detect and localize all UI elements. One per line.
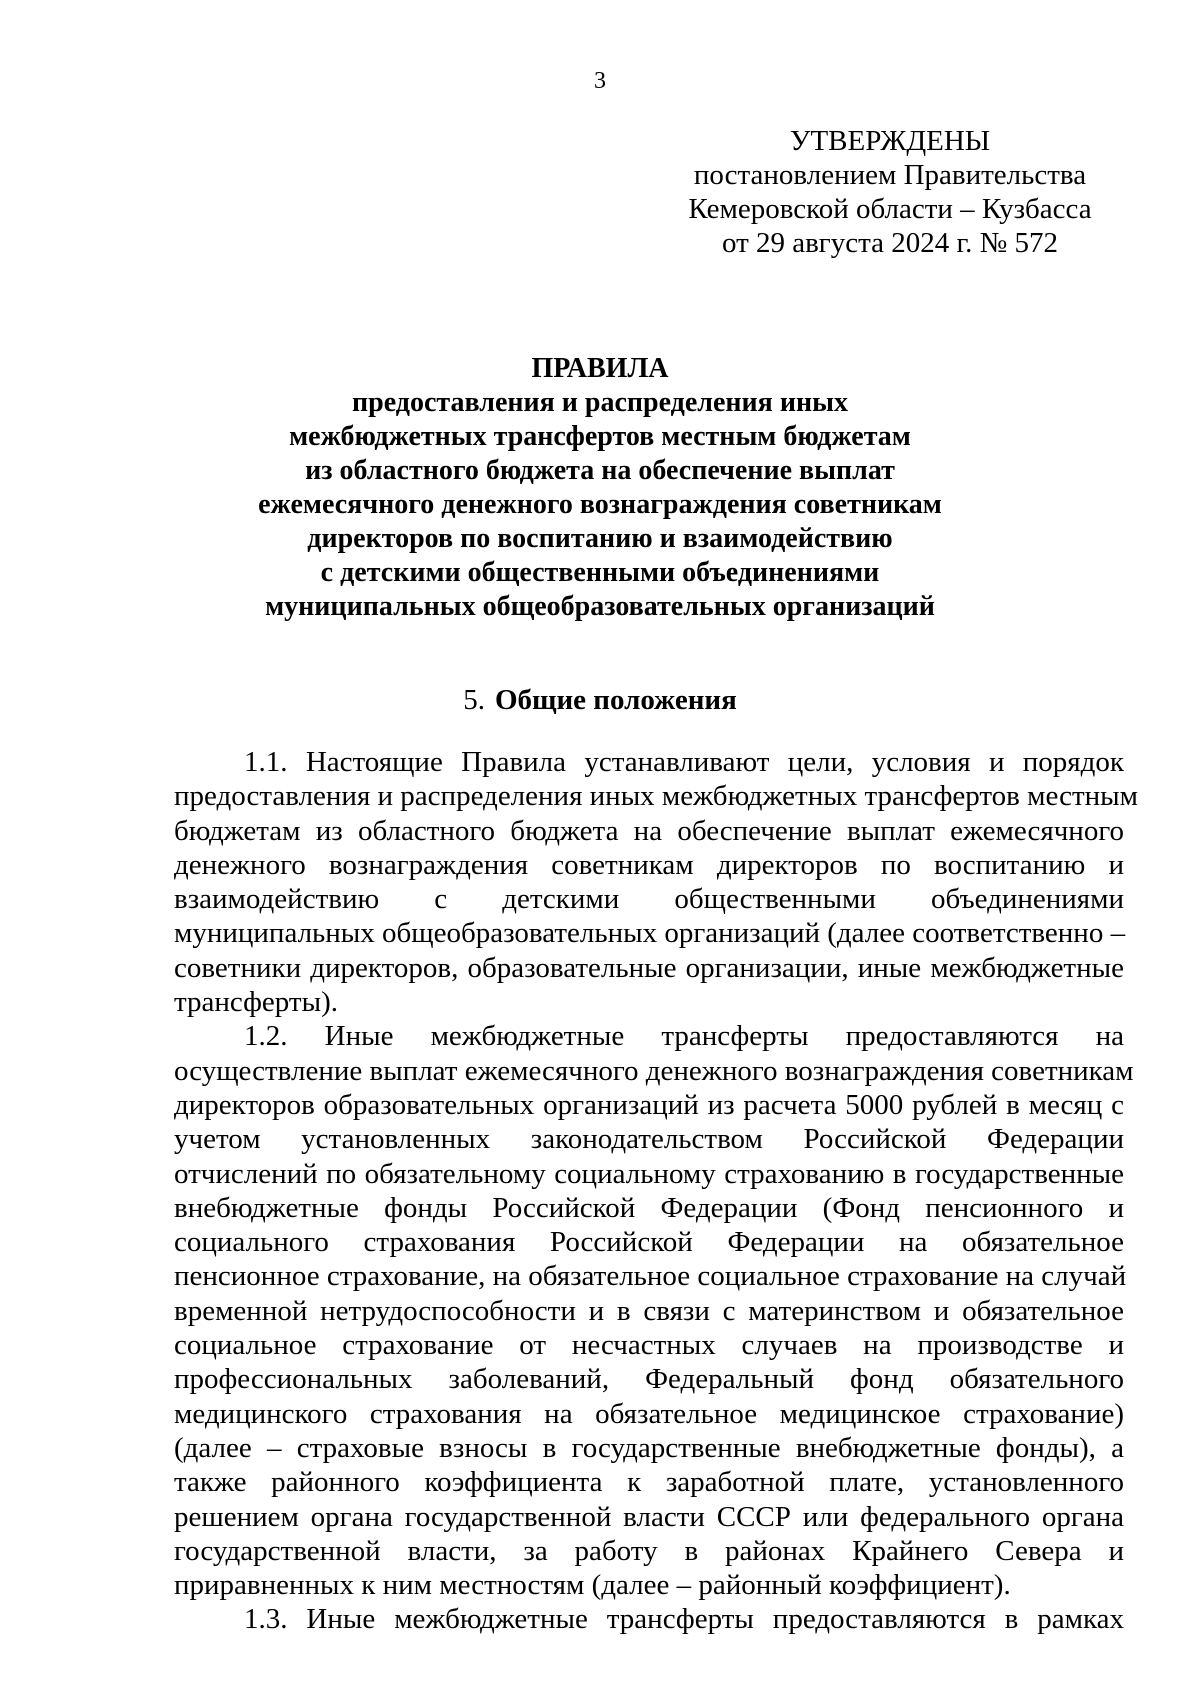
approval-stamp (660, 124, 1120, 260)
paragraph-line: 1.1. Настоящие Правила устанавливают цели, условия и порядок (244, 746, 1124, 778)
paragraph-line: государственной власти, за работу в районах Крайнего Севера и (174, 1534, 1124, 1567)
section-heading (0, 683, 1200, 717)
title-heading: ПРАВИЛА (531, 353, 669, 384)
title-line: предоставления и распределения иных (352, 387, 848, 418)
paragraph-line: временной нетрудоспособности и в связи с материнством и обязательное (174, 1294, 1124, 1327)
title-line: муниципальных общеобразовательных организаций (265, 591, 935, 622)
paragraph-line: социальное страхование от несчастных случаев на производстве и (174, 1329, 1124, 1362)
section-number: 5. (463, 684, 485, 716)
section-title: Общие положения (494, 684, 737, 716)
title-line: ежемесячного денежного вознаграждения советникам (258, 489, 942, 520)
approval-date: от 29 августа 2024 г. № 572 (721, 227, 1059, 259)
paragraph-line: также районного коэффициента к заработной плате, установленного (174, 1466, 1124, 1499)
approval-line: постановлением Правительства (693, 159, 1087, 191)
title-line: директоров по воспитанию и взаимодействию (307, 523, 893, 554)
paragraph-line: пенсионное страхование, на обязательное социальное страхование на случай (174, 1260, 1127, 1293)
paragraph-line: 1.3. Иные межбюджетные трансферты предоставляются в рамках (244, 1603, 1124, 1636)
paragraph-line: муниципальных общеобразовательных организаций (далее соответственно – (174, 917, 1126, 950)
paragraph-line: решением органа государственной власти СССР или федерального органа (174, 1500, 1124, 1533)
paragraph-line: предоставления и распределения иных межбюджетных трансфертов местным (174, 780, 1138, 813)
document-title (170, 352, 1030, 624)
paragraph-line: медицинского страхования на обязательное медицинское страхование) (174, 1397, 1124, 1430)
paragraph-line: (далее – страховые взносы в государственные внебюджетные фонды), а (174, 1431, 1124, 1464)
paragraph-line: внебюджетные фонды Российской Федерации (Фонд пенсионного и (174, 1191, 1124, 1224)
paragraph-line: трансферты). (174, 986, 338, 1019)
title-line: межбюджетных трансфертов местным бюджетам (289, 421, 911, 452)
paragraph-line: 1.2. Иные межбюджетные трансферты предоставляются на (244, 1020, 1124, 1053)
paragraph-line: осуществление выплат ежемесячного денежного вознаграждения советникам (174, 1054, 1134, 1087)
paragraph-line: денежного вознаграждения советникам директоров по воспитанию и (174, 848, 1124, 881)
page-number: 3 (594, 68, 606, 94)
approval-line: Кемеровской области – Кузбасса (688, 193, 1092, 225)
paragraph-line: отчислений по обязательному социальному страхованию в государственные (174, 1157, 1124, 1190)
paragraph-line: приравненных к ним местностям (далее – районный коэффициент). (174, 1569, 1011, 1602)
paragraph-line: учетом установленных законодательством Российской Федерации (174, 1123, 1124, 1156)
paragraph-line: директоров образовательных организаций из расчета 5000 рублей в месяц с (174, 1088, 1124, 1121)
title-line: с детскими общественными объединениями (320, 557, 880, 588)
title-line: из областного бюджета на обеспечение выплат (305, 455, 895, 486)
paragraph-line: социального страхования Российской Федерации на обязательное (174, 1226, 1124, 1259)
paragraph-line: профессиональных заболеваний, Федеральный фонд обязательного (174, 1363, 1124, 1396)
paragraph-line: взаимодействию с детскими общественными объединениями (174, 883, 1124, 916)
paragraph-line: бюджетам из областного бюджета на обеспечение выплат ежемесячного (174, 814, 1124, 847)
body-text (174, 745, 1138, 1637)
approval-title: УТВЕРЖДЕНЫ (789, 125, 991, 157)
paragraph-line: советники директоров, образовательные организации, иные межбюджетные (174, 951, 1124, 984)
